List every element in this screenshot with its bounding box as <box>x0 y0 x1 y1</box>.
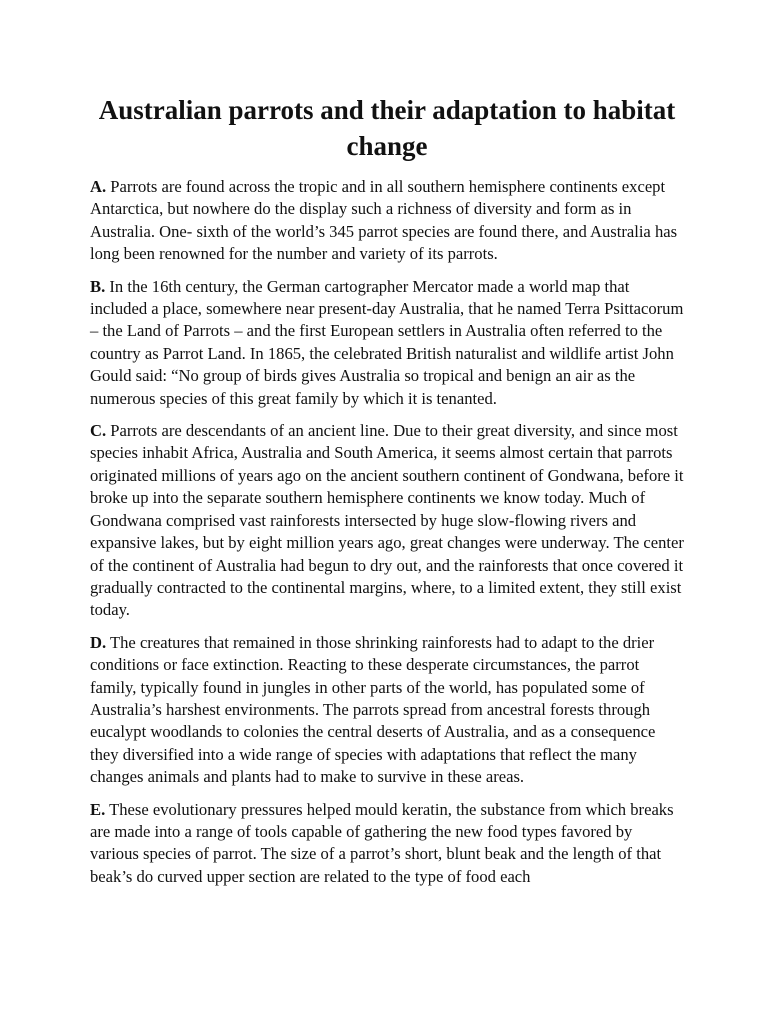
paragraph-letter: D. <box>90 632 107 652</box>
paragraph-b <box>90 276 684 410</box>
paragraph-text: Parrots are descendants of an ancient line. Due to their great diversity, and since most species inhabit Africa, Australia and South America, it seems almost certain that parrots originated millions of years ago on the ancient southern continent of Gondwana, before it broke up into the separate southern hemisphere continents we know today. Much of Gondwana comprised vast rainforests intersected by huge slow-flowing rivers and expansive lakes, but by eight million years ago, great changes were underway. The center of the continent of Australia had begun to dry out, and the rainforests that once covered it gradually contracted to the continental margins, where, to a limited extent, they still exist today. <box>90 421 684 620</box>
paragraph-e <box>90 799 684 889</box>
paragraph-text: The creatures that remained in those shrinking rainforests had to adapt to the drier conditions or face extinction. Reacting to these desperate circumstances, the parrot family, typically found in jungles in other parts of the world, has populated some of Australia’s harshest environments. The parrots spread from ancestral forests through eucalypt woodlands to colonies the central deserts of Australia, and as a consequence they diversified into a wide range of species with adaptations that reflect the many changes animals and plants had to make to survive in these areas. <box>90 632 656 787</box>
paragraph-a <box>90 176 684 266</box>
document-title: Australian parrots and their adaptation to habitat change <box>98 95 676 161</box>
paragraph-text: These evolutionary pressures helped mould keratin, the substance from which breaks are made into a range of tools capable of gathering the new food types favored by various species of parrot. The size of a parrot’s short, blunt beak and the length of that beak’s do curved upper section are related to the type of food each <box>90 799 674 886</box>
document-page <box>90 92 684 898</box>
paragraph-letter: E. <box>90 799 106 819</box>
paragraph-d <box>90 632 684 789</box>
paragraph-text: Parrots are found across the tropic and in all southern hemisphere continents except Antarctica, but nowhere do the display such a richness of diversity and form as in Australia. One- sixth of the world’s 345 parrot species are found there, and Australia has long been renowned for the number and variety of its parrots. <box>90 177 678 264</box>
paragraph-text: In the 16th century, the German cartographer Mercator made a world map that included a place, somewhere near present-day Australia, that he named Terra Psittacorum – the Land of Parrots – and the first European settlers in Australia often referred to the country as Parrot Land. In 1865, the celebrated British naturalist and wildlife artist John Gould said: “No group of birds gives Australia so tropical and benign an air as the numerous species of this great family by which it is tenanted. <box>90 276 684 408</box>
paragraph-c <box>90 420 684 622</box>
paragraph-letter: A. <box>90 177 107 196</box>
paragraph-letter: C. <box>90 421 107 441</box>
paragraph-letter: B. <box>90 276 106 296</box>
